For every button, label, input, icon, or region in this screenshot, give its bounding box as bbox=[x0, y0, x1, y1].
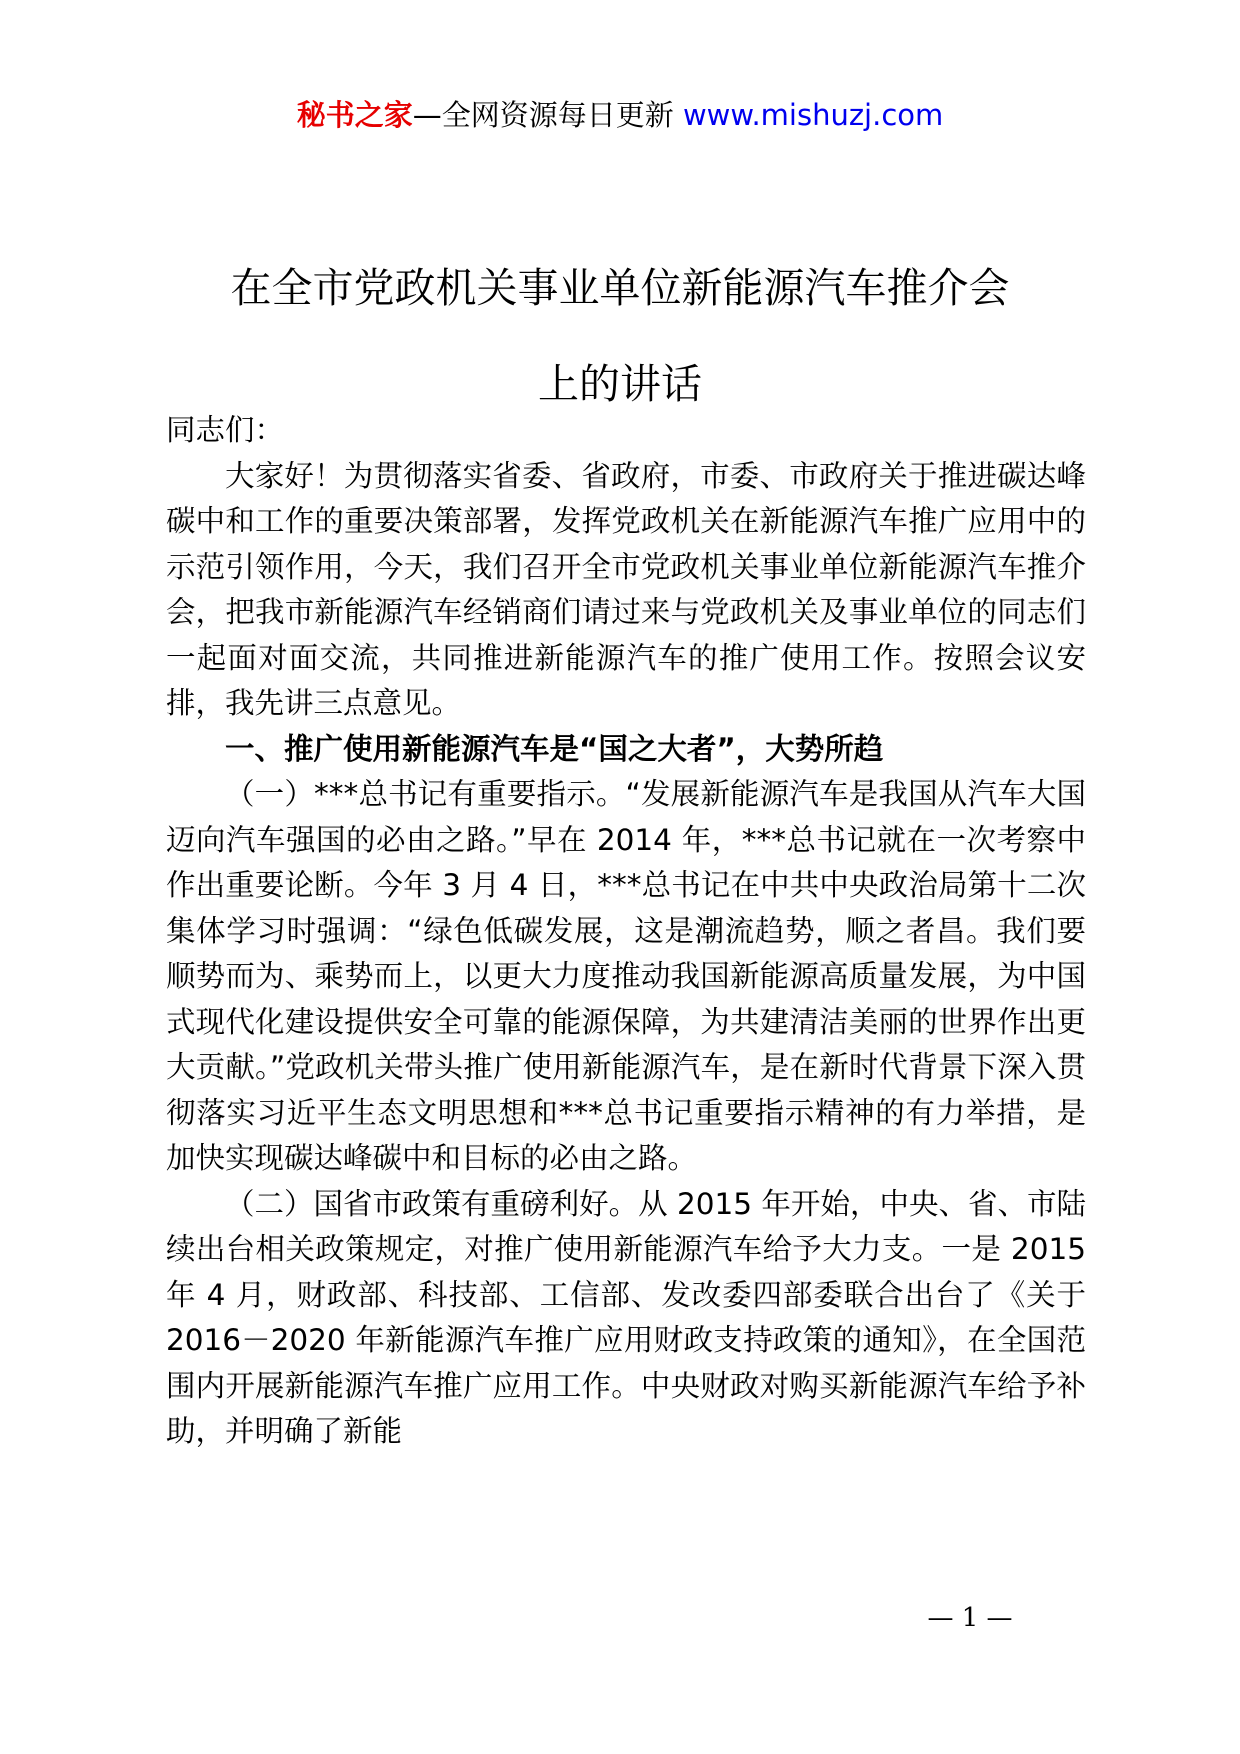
paragraph-subsection-1: （一）***总书记有重要指示。“发展新能源汽车是我国从汽车大国迈向汽车强国的必由之路。”早在 2014 年，***总书记就在一次考察中作出重要论断。今年 3 月 4 日，***总书记在中共中央政治局第十二次集体学习时强调：“绿色低碳发展，这是潮流趋势，顺之者昌。我们要顺势而为、乘势而上，以更大力度推动我国新能源高质量发展，为中国式现代化建设提供安全可靠的能源保障，为共建清洁美丽的世界作出更大贡献。”党政机关带头推广使用新能源汽车，是在新时代背景下深入贯彻落实习近平生态文明思想和***总书记重要指示精神的有力举措，是加快实现碳达峰碳中和目标的必由之路。 bbox=[166, 777, 1086, 1175]
site-brand: 秘书之家 bbox=[296, 98, 413, 132]
section-heading-1: 一、推广使用新能源汽车是“国之大者”，大势所趋 bbox=[225, 731, 884, 766]
site-slogan: —全网资源每日更新 bbox=[412, 98, 674, 132]
document-title-line-2: 上的讲话 bbox=[538, 360, 702, 408]
document-body bbox=[166, 408, 1086, 1455]
paragraph-subsection-2: （二）国省市政策有重磅利好。从 2015 年开始，中央、省、市陆续出台相关政策规定，对推广使用新能源汽车给予大力支。一是 2015 年 4 月，财政部、科技部、工信部、发改委四部委联合出台了《关于 2016－2020 年新能源汽车推广应用财政支持政策的通知》，在全国范围内开展新能源汽车推广应用工作。中央财政对购买新能源汽车给予补助，并明确了新能 bbox=[166, 1186, 1086, 1448]
document-title-line-1: 在全市党政机关事业单位新能源汽车推介会 bbox=[230, 264, 1010, 312]
site-url-link[interactable]: www.mishuzj.com bbox=[682, 98, 944, 132]
page-number: — 1 — bbox=[927, 1603, 1013, 1633]
document-title bbox=[0, 240, 1240, 432]
paragraph-intro: 大家好！为贯彻落实省委、省政府，市委、市政府关于推进碳达峰碳中和工作的重要决策部署，发挥党政机关在新能源汽车推广应用中的示范引领作用，今天，我们召开全市党政机关事业单位新能源汽车推介会，把我市新能源汽车经销商们请过来与党政机关及事业单位的同志们一起面对面交流，共同推进新能源汽车的推广使用工作。按照会议安排，我先讲三点意见。 bbox=[166, 458, 1086, 720]
salutation: 同志们： bbox=[166, 413, 285, 447]
site-header bbox=[0, 95, 1240, 135]
